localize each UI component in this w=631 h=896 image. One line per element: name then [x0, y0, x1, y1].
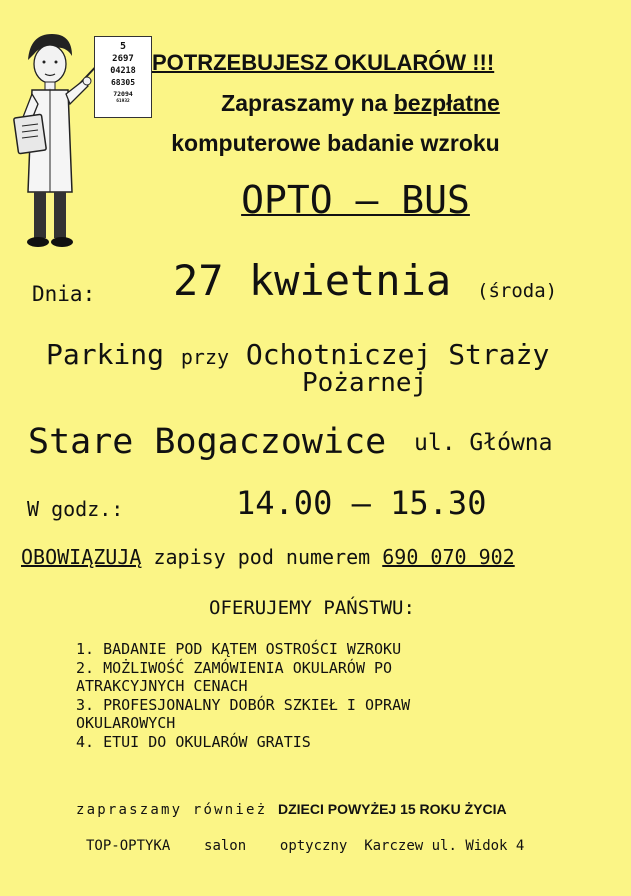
list-item: 1. BADANIE POD KĄTEM OSTROŚCI WZROKU — [76, 640, 402, 658]
date-label: Dnia: — [32, 282, 96, 306]
town: Stare Bogaczowice — [28, 422, 387, 462]
eye-chart-row: 04218 — [110, 66, 136, 76]
offer-title: OFERUJEMY PAŃSTWU: — [209, 597, 415, 619]
registration-text: zapisy pod numerem — [141, 545, 383, 569]
list-item: 3. PROFESJONALNY DOBÓR SZKIEŁ I OPRAW — [76, 695, 411, 714]
eye-chart-row: 61932 — [116, 99, 130, 104]
bus-name: OPTO – BUS — [241, 178, 470, 222]
footer-salon: salon — [204, 838, 247, 854]
list-item: 4. ETUI DO OKULARÓW GRATIS — [76, 732, 311, 751]
street-prefix: ul. — [414, 430, 456, 456]
hours: 14.00 – 15.30 — [236, 484, 487, 522]
place-line-2: Pożarnej — [302, 368, 428, 398]
footer-company: TOP-OPTYKA — [86, 838, 171, 854]
hours-label: W godz.: — [27, 497, 124, 521]
children-line — [76, 801, 507, 818]
headline: POTRZEBUJESZ OKULARÓW !!! — [152, 50, 495, 75]
footer-optyczny: optyczny — [279, 838, 348, 854]
offer-list — [76, 640, 410, 751]
footer — [86, 838, 524, 854]
eye-chart-row: 5 — [119, 41, 127, 52]
event-date: 27 kwietnia — [173, 256, 452, 305]
exam-line: komputerowe badanie wzroku — [171, 130, 500, 156]
registration-required: OBOWIĄZUJĄ — [21, 545, 142, 569]
footer-address: Karczew ul. Widok 4 — [364, 838, 525, 854]
event-weekday: (środa) — [477, 280, 558, 302]
phone-number: 690 070 902 — [382, 545, 515, 569]
invite-line — [0, 90, 631, 117]
invite-prefix: Zapraszamy na — [221, 90, 394, 116]
place-parking: Parking — [46, 338, 165, 371]
list-item: OKULAROWYCH — [76, 714, 176, 732]
list-item: ATRAKCYJNYCH CENACH — [76, 677, 248, 695]
list-item: 2. MOŻLIWOŚĆ ZAMÓWIENIA OKULARÓW PO — [76, 658, 393, 677]
children-highlight: DZIECI POWYŻEJ 15 ROKU ŻYCIA — [277, 801, 507, 817]
street — [414, 430, 553, 456]
eye-chart-row: 72094 — [113, 89, 133, 98]
eye-chart-row: 68305 — [110, 77, 136, 87]
place-line — [46, 338, 549, 371]
invite-free: bezpłatne — [393, 90, 500, 116]
registration-line — [21, 545, 515, 569]
children-prefix: zapraszamy również — [76, 802, 278, 818]
place-przy: przy — [180, 345, 230, 369]
eye-chart-row: 2697 — [112, 54, 134, 64]
place-fire-station: Ochotniczej Straży — [245, 338, 550, 371]
street-name: Główna — [469, 430, 553, 456]
